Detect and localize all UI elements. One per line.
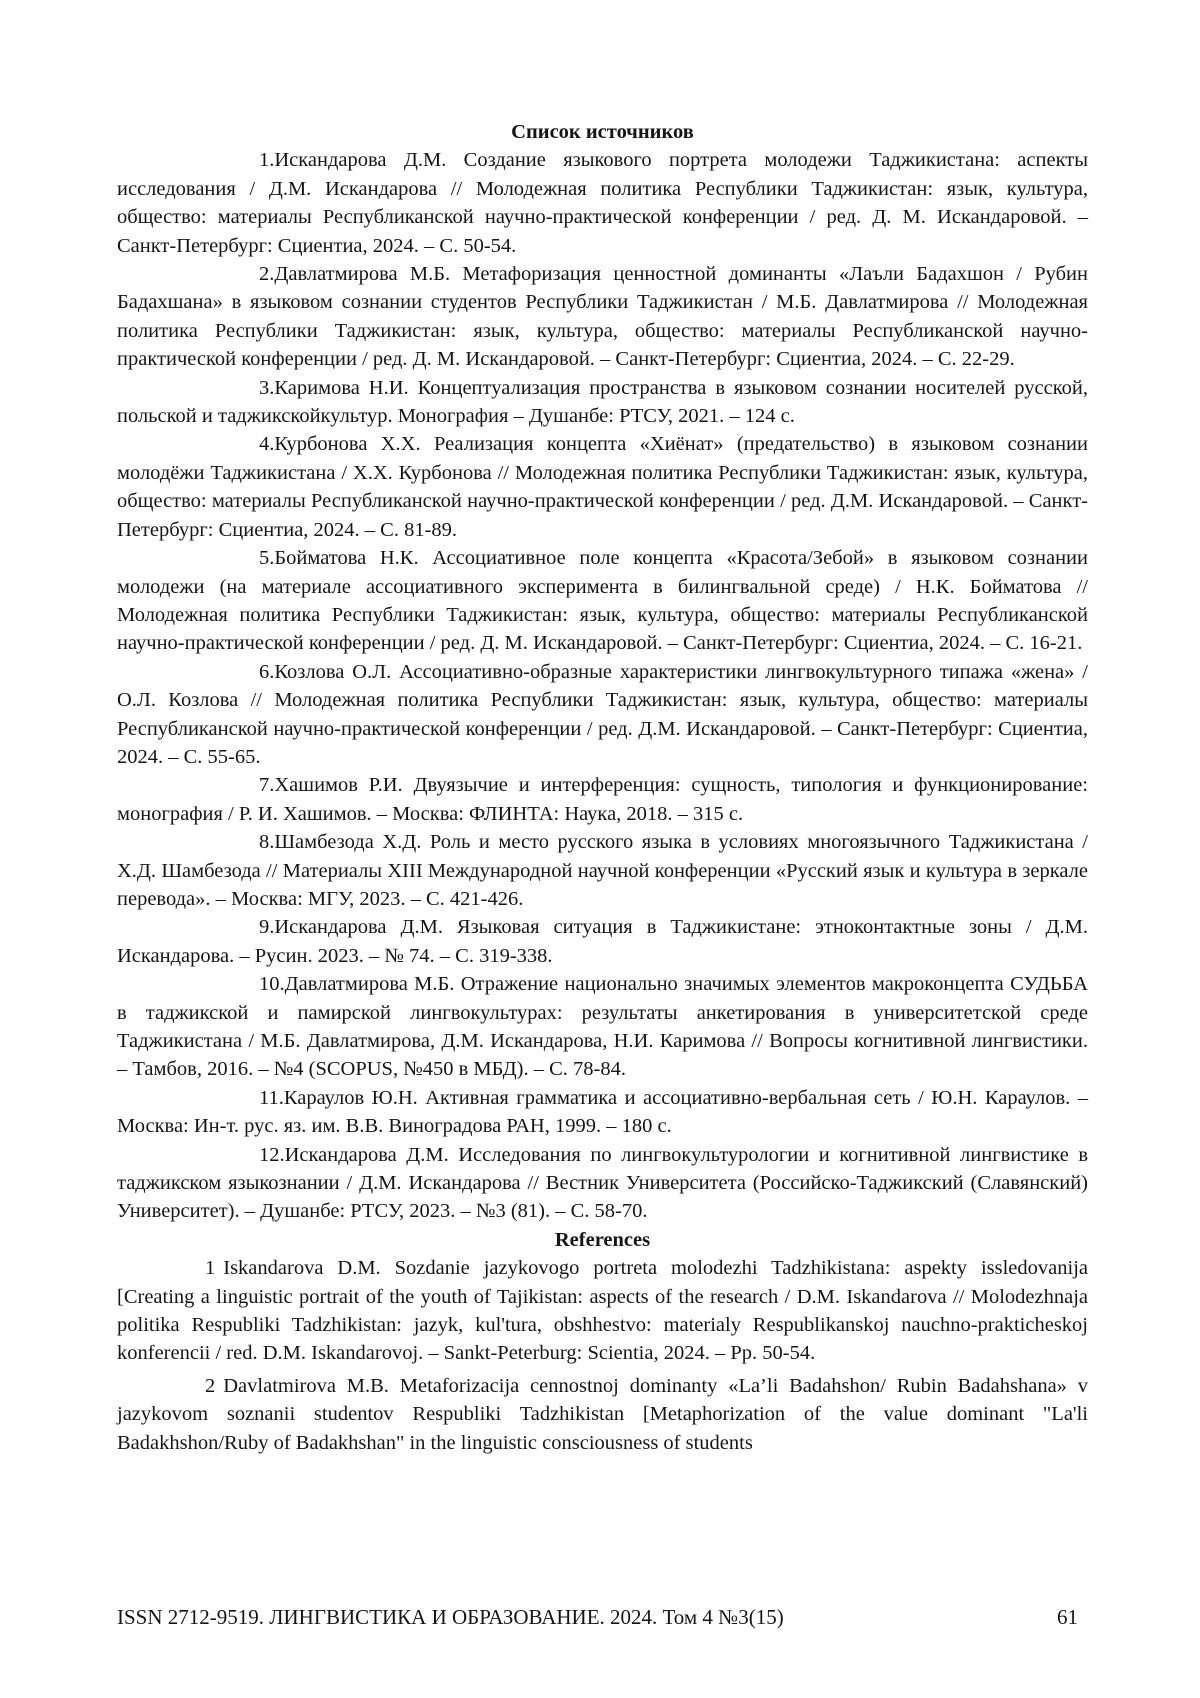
source-entry — [117, 828, 1088, 913]
page-number: 61 — [1057, 1605, 1078, 1629]
source-number: 9. — [259, 916, 275, 939]
source-number: 10. — [259, 973, 285, 996]
page-body — [117, 118, 1088, 1457]
reference-text: Iskandarova D.M. Sozdanie jazykovogo portreta molodezhi Tadzhikistana: aspekty issledovanija [Creating a linguistic portrait of the youth of Tajikistan: aspects of the research / D.M. Iskandarova // Molodezhnaja politika Respubliki Tadzhikistan: jazyk, kul'tura, obshhestvo: materialy Respublikanskoj nauchno-prakticheskoj konferencii / red. D.M. Iskandarovoj. – Sankt-Peterburg: Scientia, 2024. – Pp. 50-54. — [117, 1257, 1088, 1365]
source-text: Давлатмирова М.Б. Метафоризация ценностной доминанты «Лаъли Бадахшон / Рубин Бадахшана» в языковом сознании студентов Республики Таджикистан / М.Б. Давлатмирова // Молодежная политика Республики Таджикистан: язык, культура, общество: материалы Республиканской научно-практической конференции / ред. Д. М. Искандаровой. – Санкт-Петербург: Сциентиа, 2024. – С. 22-29. — [117, 263, 1088, 371]
source-text: Курбонова Х.Х. Реализация концепта «Хиёнат» (предательство) в языковом сознании молодёжи Таджикистана / Х.Х. Курбонова // Молодежная политика Республики Таджикистан: язык, культура, общество: материалы Республиканской научно-практической конференции / ред. Д.М. Искандаровой. – Санкт-Петербург: Сциентиа, 2024. – С. 81-89. — [117, 433, 1088, 541]
reference-text: Davlatmirova M.B. Metaforizacija cennostnoj dominanty «La’li Badahshon/ Rubin Badahshana» v jazykovom soznanii studentov Respubliki Tadzhikistan [Metaphorization of the value dominant "La'li Badakhshon/Ruby of Badakhshan" in the linguistic consciousness of students — [117, 1374, 1088, 1454]
source-text: Искандарова Д.М. Языковая ситуация в Таджикистане: этноконтактные зоны / Д.М. Искандарова. – Русин. 2023. – № 74. – С. 319-338. — [117, 916, 1088, 967]
journal-info: ISSN 2712-9519. ЛИНГВИСТИКА И ОБРАЗОВАНИЕ. 2024. Том 4 №3(15) — [117, 1605, 784, 1629]
source-text: Искандарова Д.М. Создание языкового портрета молодежи Таджикистана: аспекты исследования / Д.М. Искандарова // Молодежная политика Республики Таджикистан: язык, культура, общество: материалы Республиканской научно-практической конференции / ред. Д. М. Искандаровой. – Санкт-Петербург: Сциентиа, 2024. – С. 50-54. — [117, 149, 1088, 257]
source-entry — [117, 970, 1088, 1084]
references-list — [117, 1254, 1088, 1457]
source-number: 6. — [259, 660, 275, 683]
source-text: Давлатмирова М.Б. Отражение национально значимых элементов макроконцепта СУДЬБА в таджикской и памирской лингвокультурах: результаты анкетирования в университетской среде Таджикистана / М.Б. Давлатмирова, Д.М. Искандарова, Н.И. Каримова // Вопросы когнитивной лингвистики. – Тамбов, 2016. – №4 (SCOPUS, №450 в МБД). – С. 78-84. — [117, 973, 1088, 1081]
source-text: Караулов Ю.Н. Активная грамматика и ассоциативно-вербальная сеть / Ю.Н. Караулов. – Москва: Ин-т. рус. яз. им. В.В. Виноградова РАН, 1999. – 180 с. — [117, 1086, 1088, 1138]
reference-number: 2 — [205, 1374, 216, 1397]
source-number: 4. — [259, 433, 275, 456]
source-entry — [117, 260, 1088, 374]
source-number: 3. — [259, 376, 275, 399]
source-text: Бойматова Н.К. Ассоциативное поле концепта «Красота/Зебой» в языковом сознании молодежи (на материале ассоциативного эксперимента в билингвальной среде) / Н.К. Бойматова // Молодежная политика Республики Таджикистан: язык, культура, общество: материалы Республиканской научно-практической конференции / ред. Д. М. Искандаровой. – Санкт-Петербург: Сциентиа, 2024. – С. 16-21. — [117, 547, 1088, 655]
source-entry — [117, 1141, 1088, 1226]
source-number: 12. — [259, 1143, 285, 1166]
source-entry — [117, 544, 1088, 658]
source-number: 11. — [259, 1086, 284, 1109]
source-entry — [117, 430, 1088, 544]
source-number: 7. — [259, 774, 275, 797]
source-text: Искандарова Д.М. Исследования по лингвокультурологии и когнитивной лингвистике в таджикском языкознании / Д.М. Искандарова // Вестник Университета (Российско-Таджикский (Славянский) Университет). – Душанбе: РТСУ, 2023. – №3 (81). – С. 58-70. — [117, 1143, 1088, 1223]
source-text: Козлова О.Л. Ассоциативно-образные характеристики лингвокультурного типажа «жена» / О.Л. Козлова // Молодежная политика Республики Таджикистан: язык, культура, общество: материалы Республиканской научно-практической конференции / ред. Д.М. Искандаровой. – Санкт-Петербург: Сциентиа, 2024. – С. 55-65. — [117, 660, 1088, 768]
reference-entry — [117, 1254, 1088, 1368]
source-text: Хашимов Р.И. Двуязычие и интерференция: сущность, типология и функционирование: монография / Р. И. Хашимов. – Москва: ФЛИНТА: Наука, 2018. – 315 с. — [117, 774, 1088, 825]
sources-list — [117, 146, 1088, 1225]
sources-heading: Список источников — [511, 121, 694, 143]
source-entry — [117, 913, 1088, 970]
source-text: Каримова Н.И. Концептуализация пространства в языковом сознании носителей русской, польской и таджикскойкультур. Монография – Душанбе: РТСУ, 2021. – 124 с. — [117, 376, 1088, 428]
source-number: 1. — [259, 149, 275, 172]
source-number: 8. — [259, 831, 275, 854]
source-entry — [117, 374, 1088, 431]
source-entry — [117, 658, 1088, 772]
references-heading: References — [554, 1228, 651, 1251]
reference-number: 1 — [205, 1257, 216, 1280]
reference-entry — [117, 1372, 1088, 1457]
source-entry — [117, 771, 1088, 828]
source-entry — [117, 146, 1088, 260]
source-number: 2. — [259, 263, 275, 286]
source-text: Шамбезода Х.Д. Роль и место русского языка в условиях многоязычного Таджикистана / Х.Д. Шамбезода // Материалы XIII Международной научной конференции «Русский язык и культура в зеркале перевода». – Москва: МГУ, 2023. – С. 421-426. — [117, 831, 1088, 910]
source-number: 5. — [259, 547, 275, 570]
source-entry — [117, 1084, 1088, 1141]
